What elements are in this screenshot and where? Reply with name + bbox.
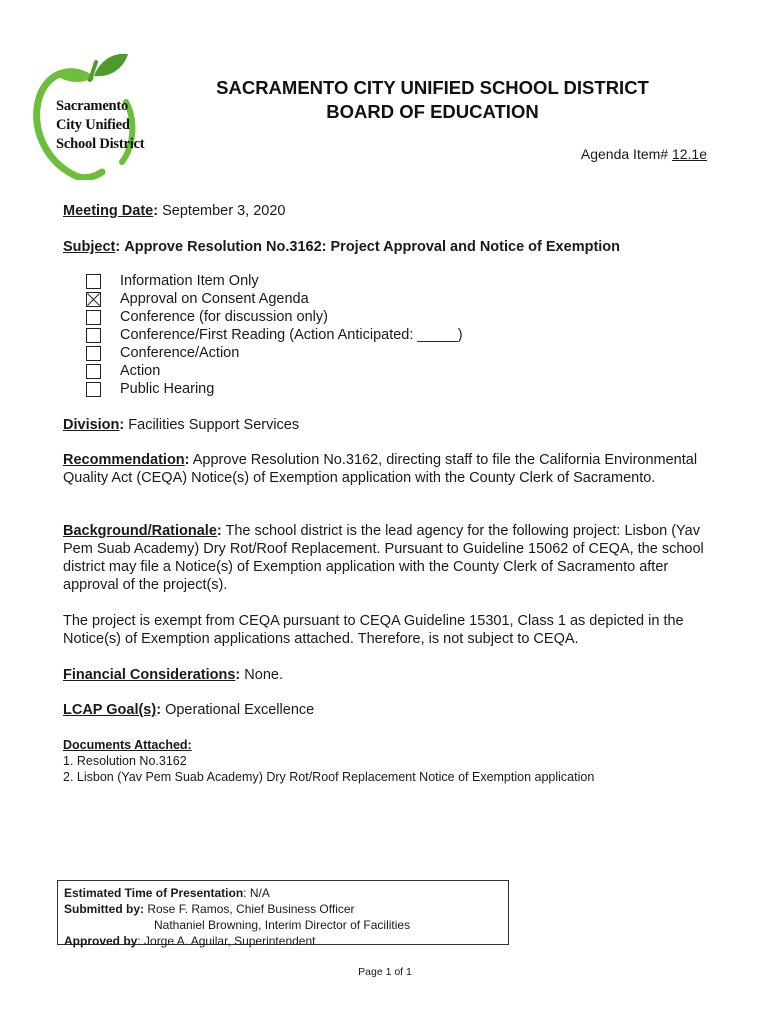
document-title bbox=[150, 76, 715, 124]
document-item: 2. Lisbon (Yav Pem Suab Academy) Dry Rot/Roof Replacement Notice of Exemption application bbox=[63, 770, 595, 784]
checkbox-unchecked-icon bbox=[86, 364, 101, 379]
presentation-time: Estimated Time of Presentation: N/A bbox=[64, 886, 270, 900]
meeting-date: Meeting Date: September 3, 2020 bbox=[63, 203, 286, 219]
checklist-label: Conference (for discussion only) bbox=[120, 309, 328, 325]
subject: Subject: Approve Resolution No.3162: Project Approval and Notice of Exemption bbox=[63, 239, 621, 255]
logo-line-3: School District bbox=[56, 136, 145, 152]
documents-attached bbox=[63, 737, 594, 785]
presentation-details-box bbox=[57, 880, 509, 948]
page-number: Page 1 of 1 bbox=[358, 966, 412, 978]
meeting-date-label: Meeting Date bbox=[63, 203, 154, 219]
checkbox-unchecked-icon bbox=[86, 382, 101, 397]
checkbox-unchecked-icon bbox=[86, 274, 101, 289]
agenda-item bbox=[581, 146, 707, 162]
presentation-time-value: N/A bbox=[249, 886, 270, 900]
financial-value: None. bbox=[244, 667, 283, 683]
approved-label: Approved by bbox=[64, 934, 138, 948]
logo-text bbox=[56, 97, 144, 154]
financial-label: Financial Considerations bbox=[63, 667, 236, 683]
subject-label: Subject bbox=[63, 239, 116, 255]
checklist-label: Public Hearing bbox=[120, 381, 215, 397]
title-line-1: SACRAMENTO CITY UNIFIED SCHOOL DISTRICT bbox=[216, 77, 649, 98]
agenda-number: 12.1e bbox=[671, 146, 707, 162]
title-line-2: BOARD OF EDUCATION bbox=[326, 101, 539, 122]
checkbox-unchecked-icon bbox=[86, 346, 101, 361]
division: Division: Facilities Support Services bbox=[63, 417, 300, 433]
financial-considerations: Financial Considerations: None. bbox=[63, 667, 283, 683]
submitted-name-2: Nathaniel Browning, Interim Director of Facilities bbox=[154, 918, 411, 932]
checkbox-unchecked-icon bbox=[86, 310, 101, 325]
checklist-item bbox=[86, 272, 463, 290]
item-type-checklist bbox=[86, 272, 463, 398]
meeting-date-value: September 3, 2020 bbox=[162, 203, 286, 219]
approved-by: Approved by: Jorge A. Aguilar, Superintendent bbox=[64, 934, 316, 948]
documents-label: Documents Attached: bbox=[63, 738, 192, 752]
division-value: Facilities Support Services bbox=[128, 417, 300, 433]
checklist-label: Conference/First Reading (Action Anticipated: _____) bbox=[120, 327, 463, 343]
approved-value: Jorge A. Aguilar, Superintendent bbox=[144, 934, 316, 948]
checkbox-checked-icon bbox=[86, 292, 101, 307]
subject-value: Approve Resolution No.3162: Project Approval and Notice of Exemption bbox=[124, 239, 621, 255]
checkbox-unchecked-icon bbox=[86, 328, 101, 343]
submitted-by bbox=[64, 901, 502, 917]
presentation-time-label: Estimated Time of Presentation bbox=[64, 886, 244, 900]
recommendation-label: Recommendation bbox=[63, 452, 185, 468]
background-value: The school district is the lead agency for the following project: Lisbon (Yav Pem Suab Academy) Dry Rot/Roof Replacement. Pursuant to Guideline 15062 of CEQA, the school district may file a Notice(s) of Exemption application with the County Clerk of Sacramento after approval of the project(s). bbox=[63, 523, 704, 593]
logo-stem bbox=[90, 62, 96, 80]
checklist-item bbox=[86, 290, 463, 308]
checklist-label: Action bbox=[120, 363, 161, 379]
checklist-label: Information Item Only bbox=[120, 273, 259, 289]
recommendation: Recommendation: Approve Resolution No.3162, directing staff to file the California Environmental Quality Act (CEQA) Notice(s) of Exemption application with the County Clerk of Sacramento. bbox=[63, 452, 698, 486]
division-label: Division bbox=[63, 417, 120, 433]
logo-leaf-right bbox=[94, 54, 128, 77]
checklist-item bbox=[86, 380, 463, 398]
background-rationale: Background/Rationale: The school district is the lead agency for the following project: Lisbon (Yav Pem Suab Academy) Dry Rot/Roof Replacement. Pursuant to Guideline 15062 of CEQA, the school district may file a Notice(s) of Exemption application with the County Clerk of Sacramento after approval of the project(s). bbox=[63, 523, 704, 593]
checklist-label: Approval on Consent Agenda bbox=[120, 291, 309, 307]
lcap-goals: LCAP Goal(s): Operational Excellence bbox=[63, 702, 315, 718]
recommendation-value: Approve Resolution No.3162, directing staff to file the California Environmental Quality Act (CEQA) Notice(s) of Exemption application with the County Clerk of Sacramento. bbox=[63, 452, 698, 486]
checklist-label: Conference/Action bbox=[120, 345, 240, 361]
submitted-name-1: Rose F. Ramos, Chief Business Officer bbox=[147, 902, 355, 916]
checklist-item bbox=[86, 326, 463, 344]
checklist-item bbox=[86, 362, 463, 380]
agenda-label: Agenda Item# bbox=[580, 146, 669, 162]
lcap-label: LCAP Goal(s) bbox=[63, 702, 157, 718]
logo-line-1: Sacramento bbox=[56, 98, 129, 114]
background-paragraph-2: The project is exempt from CEQA pursuant to CEQA Guideline 15301, Class 1 as depicted in the Notice(s) of Exemption applications attached. Therefore, is not subject to CEQA. bbox=[63, 613, 684, 647]
document-item: 1. Resolution No.3162 bbox=[63, 754, 187, 768]
checklist-item bbox=[86, 344, 463, 362]
background-label: Background/Rationale bbox=[63, 523, 217, 539]
checklist-item bbox=[86, 308, 463, 326]
logo-line-2: City Unified bbox=[56, 117, 130, 133]
lcap-value: Operational Excellence bbox=[165, 702, 315, 718]
submitted-label: Submitted by: bbox=[64, 902, 144, 916]
